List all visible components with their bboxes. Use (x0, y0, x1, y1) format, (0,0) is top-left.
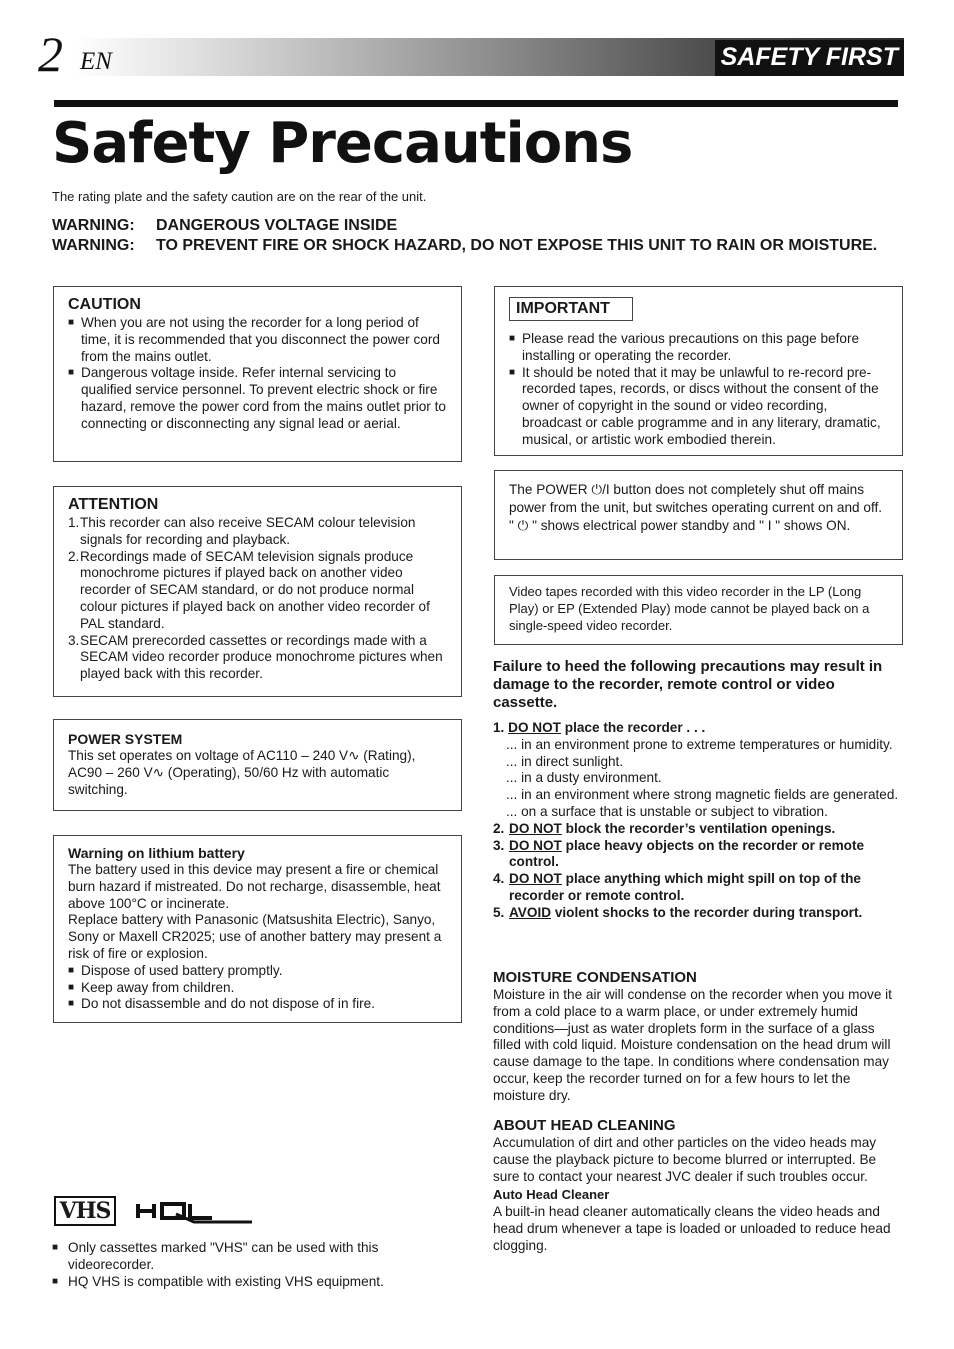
power-button-note-box (494, 470, 903, 560)
lithium-box (53, 835, 462, 1023)
warning-fire: WARNING: TO PREVENT FIRE OR SHOCK HAZARD, DO NOT EXPOSE THIS UNIT TO RAIN OR MOISTURE. (52, 237, 878, 254)
failure-section (493, 658, 903, 922)
list-item: ■ Keep away from children. (68, 980, 447, 997)
caution-title: CAUTION (68, 296, 141, 313)
list-item: ■ Only cassettes marked "VHS" can be used with this videorecorder. (52, 1240, 452, 1274)
list-item: ... in direct sunlight. (506, 753, 624, 769)
list-item: ■ Please read the various precautions on this page before installing or operating the recorder. (509, 331, 888, 365)
list-item: 2. DO NOT block the recorder’s ventilation openings. (493, 820, 836, 836)
important-box (494, 286, 903, 456)
important-title: IMPORTANT (509, 297, 633, 321)
lithium-text-2: Replace battery with Panasonic (Matsushita Electric), Sanyo, Sony or Maxell CR2025; use of another battery may present a risk of fire or explosion. (68, 912, 442, 961)
hq-logo-icon (136, 1196, 252, 1226)
list-item: ■ Dangerous voltage inside. Refer internal servicing to qualified service personnel. To prevent electric shock or fire hazard, remove the power cord from the mains outlet prior to connecting or disconnecting any signal lead or aerial. (68, 365, 447, 432)
head-cleaning-title: ABOUT HEAD CLEANING (493, 1117, 676, 1134)
list-item: ■ Dispose of used battery promptly. (68, 963, 447, 980)
list-item: 1. This recorder can also receive SECAM colour television signals for recording and playback. (68, 515, 416, 547)
moisture-title: MOISTURE CONDENSATION (493, 969, 697, 986)
list-item: ■ HQ VHS is compatible with existing VHS equipment. (52, 1274, 452, 1291)
caution-box (53, 286, 462, 462)
list-item: 3. DO NOT place heavy objects on the recorder or remote control. (493, 837, 865, 870)
section-label: SAFETY FIRST (715, 40, 904, 76)
moisture-section (493, 969, 903, 1105)
language-code: EN (80, 48, 112, 75)
list-item: ... in an environment where strong magnetic fields are generated. (506, 787, 899, 803)
rating-note: The rating plate and the safety caution are on the rear of the unit. (52, 189, 427, 204)
power-button-note: The POWER ⏻/I button does not completely shut off mains power from the unit, but switches operating current on and off. " ⏻ " shows electrical power standby and " I " shows ON. (509, 482, 883, 533)
head-cleaning-section (493, 1117, 903, 1255)
list-item: 3. SECAM prerecorded cassettes or recordings made with a SECAM video recorder produce monochrome pictures when played back with this recorder. (68, 632, 443, 682)
precaution-list (493, 720, 903, 922)
page-title: Safety Precautions (52, 111, 633, 176)
auto-head-cleaner-title: Auto Head Cleaner (493, 1187, 610, 1203)
warning-voltage: WARNING: DANGEROUS VOLTAGE INSIDE (52, 217, 398, 234)
list-item: ... in a dusty environment. (506, 770, 662, 786)
title-rule (54, 100, 898, 107)
power-system-title: POWER SYSTEM (68, 731, 183, 747)
lithium-text-1: The battery used in this device may present a fire or chemical burn hazard if mistreated. Do not recharge, disassemble, heat above 100°C or incinerate. (68, 862, 441, 911)
list-item: 5. AVOID violent shocks to the recorder during transport. (493, 904, 863, 920)
attention-title: ATTENTION (68, 496, 159, 513)
moisture-text: Moisture in the air will condense on the recorder when you move it from a cold place to a warm place, or under extremely humid conditions—just as water droplets form in the surface of a glass filled with cold liquid. Moisture condensation on the head drum will cause damage to the tape. In conditions where condensation may occur, keep the recorder turned on for a few hours to let the moisture dry. (493, 987, 892, 1103)
power-system-text: This set operates on voltage of AC110 – 240 V∿ (Rating), AC90 – 260 V∿ (Operating), 50/60 Hz with automatic switching. (68, 748, 416, 797)
power-system-box (53, 719, 462, 811)
vhs-logo: VHS (54, 1196, 116, 1226)
list-item: ■ When you are not using the recorder for a long period of time, it is recommended that you disconnect the power cord from the mains outlet. (68, 315, 447, 365)
page-number: 2 (38, 26, 63, 82)
head-cleaning-text: Accumulation of dirt and other particles on the video heads may cause the playback picture to become blurred or interrupted. Be sure to contact your nearest JVC dealer if such troubles occur. (493, 1135, 877, 1184)
lithium-title: Warning on lithium battery (68, 845, 245, 861)
list-item: ■ Do not disassemble and do not dispose of in fire. (68, 996, 447, 1013)
attention-box (53, 486, 462, 697)
auto-head-cleaner-text: A built-in head cleaner automatically cleans the video heads and head drum whenever a tape is loaded or unloaded to reduce head clogging. (493, 1204, 891, 1253)
list-item: 2. Recordings made of SECAM television signals produce monochrome pictures if played back on another video recorder of SECAM standard, or do not produce normal colour pictures if played back on another video recorder of PAL standard. (68, 548, 430, 631)
lp-note-box (494, 575, 903, 645)
list-item: ... on a surface that is unstable or subject to vibration. (506, 803, 828, 819)
list-item: 1. DO NOT place the recorder . . . (493, 720, 706, 735)
list-item: 4. DO NOT place anything which might spill on top of the recorder or remote control. (493, 871, 861, 903)
lp-note: Video tapes recorded with this video recorder in the LP (Long Play) or EP (Extended Play) mode cannot be played back on a single-speed video recorder. (509, 584, 870, 633)
failure-heading: Failure to heed the following precautions may result in damage to the recorder, remote control or video cassette. (493, 658, 883, 711)
list-item: ■ It should be noted that it may be unlawful to re-record pre-recorded tapes, records, or discs without the consent of the owner of copyright in the sound or video recording, broadcast or cable programme and in any literary, dramatic, musical, or artistic work embodied therein. (509, 365, 888, 449)
list-item: ... in an environment prone to extreme temperatures or humidity. (506, 736, 893, 752)
bottom-notes (52, 1240, 452, 1290)
